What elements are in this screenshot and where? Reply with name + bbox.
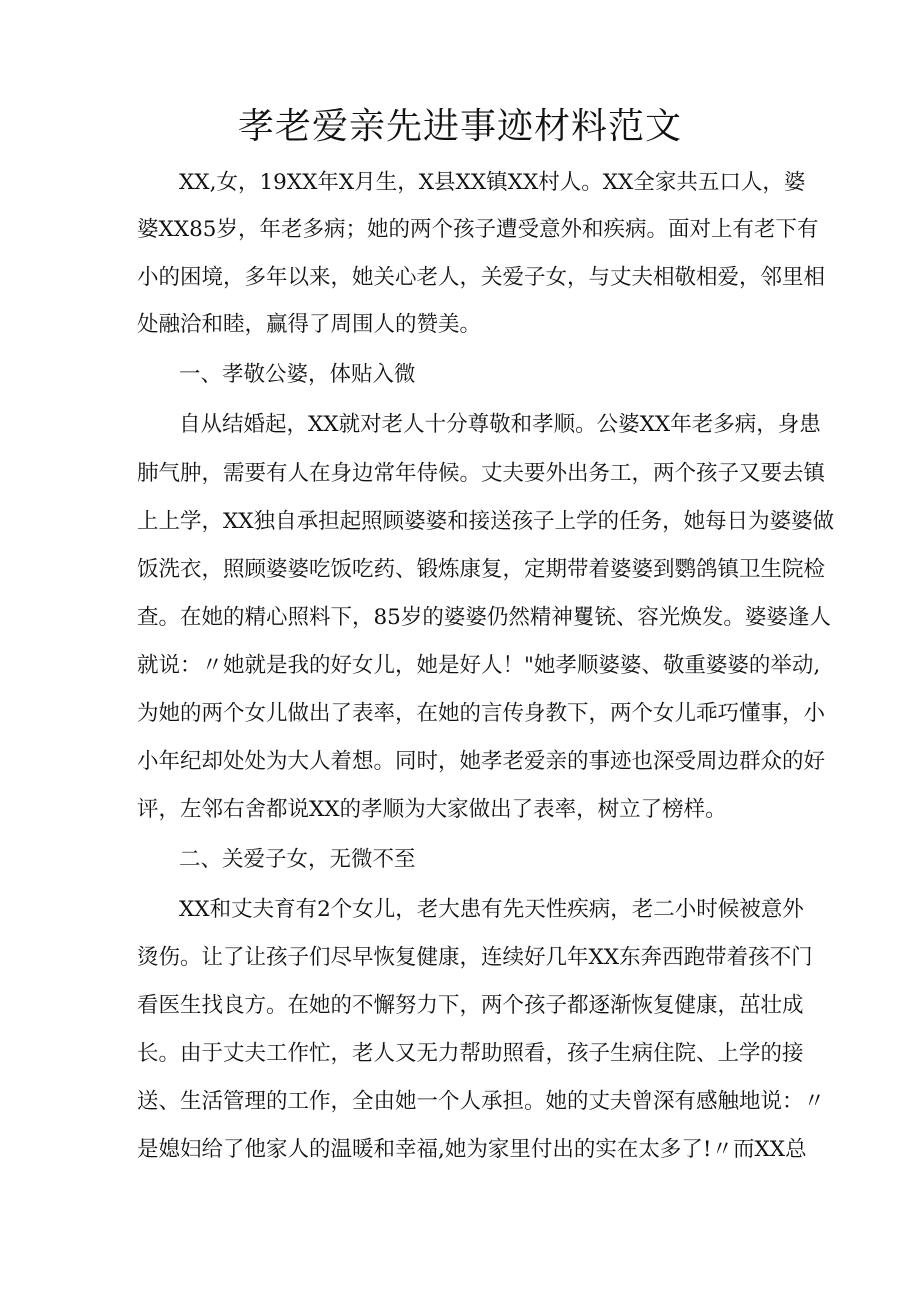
paragraph-section1-line-1: 自从结婚起，XX就对老人十分尊敬和孝顺。公婆XX年老多病，身患	[179, 412, 821, 437]
document-title: 孝老爱亲先进事迹材料范文	[237, 106, 682, 147]
section-heading-2: 二、关爱子女，无微不至	[179, 847, 416, 872]
paragraph-section1-line-3: 上上学，XX独自承担起照顾婆婆和接送孩子上学的任务，她每日为婆婆做	[137, 509, 835, 534]
paragraph-intro-line-2: 婆XX85岁，年老多病；她的两个孩子遭受意外和疾病。面对上有老下有	[137, 217, 819, 242]
paragraph-section1-line-6: 就说：〃她就是我的好女儿，她是好人！"她孝顺婆婆、敬重婆婆的举动,	[137, 653, 821, 678]
paragraph-section2-line-2: 烫伤。让了让孩子们尽早恢复健康，连续好几年XX东奔西跑带着孩不门	[137, 945, 813, 970]
paragraph-section1-line-2: 肺气肿，需要有人在身边常年侍候。丈夫要外出务工，两个孩子又要去镇	[137, 461, 826, 486]
paragraph-intro-line-3: 小的困境，多年以来，她关心老人，关爱子女，与丈夫相敬相爱，邻里相	[137, 265, 826, 290]
paragraph-section2-line-5: 送、生活管理的工作，全由她一个人承担。她的丈夫曾深有感触地说：〃	[137, 1089, 826, 1114]
paragraph-section2-line-3: 看医生找良方。在她的不懈努力下，两个孩子都逐渐恢复健康，茁壮成	[137, 993, 804, 1018]
section-heading-1: 一、孝敬公婆，体贴入微	[179, 362, 416, 387]
paragraph-section1-line-4: 饭洗衣，照顾婆婆吃饭吃药、锻炼康复，定期带着婆婆到鹦鸽镇卫生院检	[137, 557, 826, 582]
paragraph-section1-line-5: 查。在她的精心照料下，85岁的婆婆仍然精神矍铳、容光焕发。婆婆逢人	[137, 605, 831, 630]
paragraph-section1-line-9: 评，左邻右舍都说XX的孝顺为大家做出了表率，树立了榜样。	[137, 797, 727, 822]
paragraph-intro-line-1: XX,女，19XX年X月生，X县XX镇XX村人。XX全家共五口人，婆	[179, 170, 806, 195]
paragraph-section1-line-7: 为她的两个女儿做出了表率，在她的言传身教下，两个女儿乖巧懂事，小	[137, 701, 826, 726]
paragraph-section2-line-6: 是媳妇给了他家人的温暖和幸福,她为家里付出的实在太多了!〃而XX总	[137, 1137, 807, 1162]
paragraph-section2-line-4: 长。由于丈夫工作忙，老人又无力帮助照看，孩子生病住院、上学的接	[137, 1041, 804, 1066]
paragraph-section2-line-1: XX和丈夫育有2个女儿，老大患有先天性疾病，老二小时候被意外	[179, 897, 804, 922]
paragraph-intro-line-4: 处融洽和睦，赢得了周围人的赞美。	[137, 312, 482, 337]
paragraph-section1-line-8: 小年纪却处处为大人着想。同时，她孝老爱亲的事迹也深受周边群众的好	[137, 749, 826, 774]
